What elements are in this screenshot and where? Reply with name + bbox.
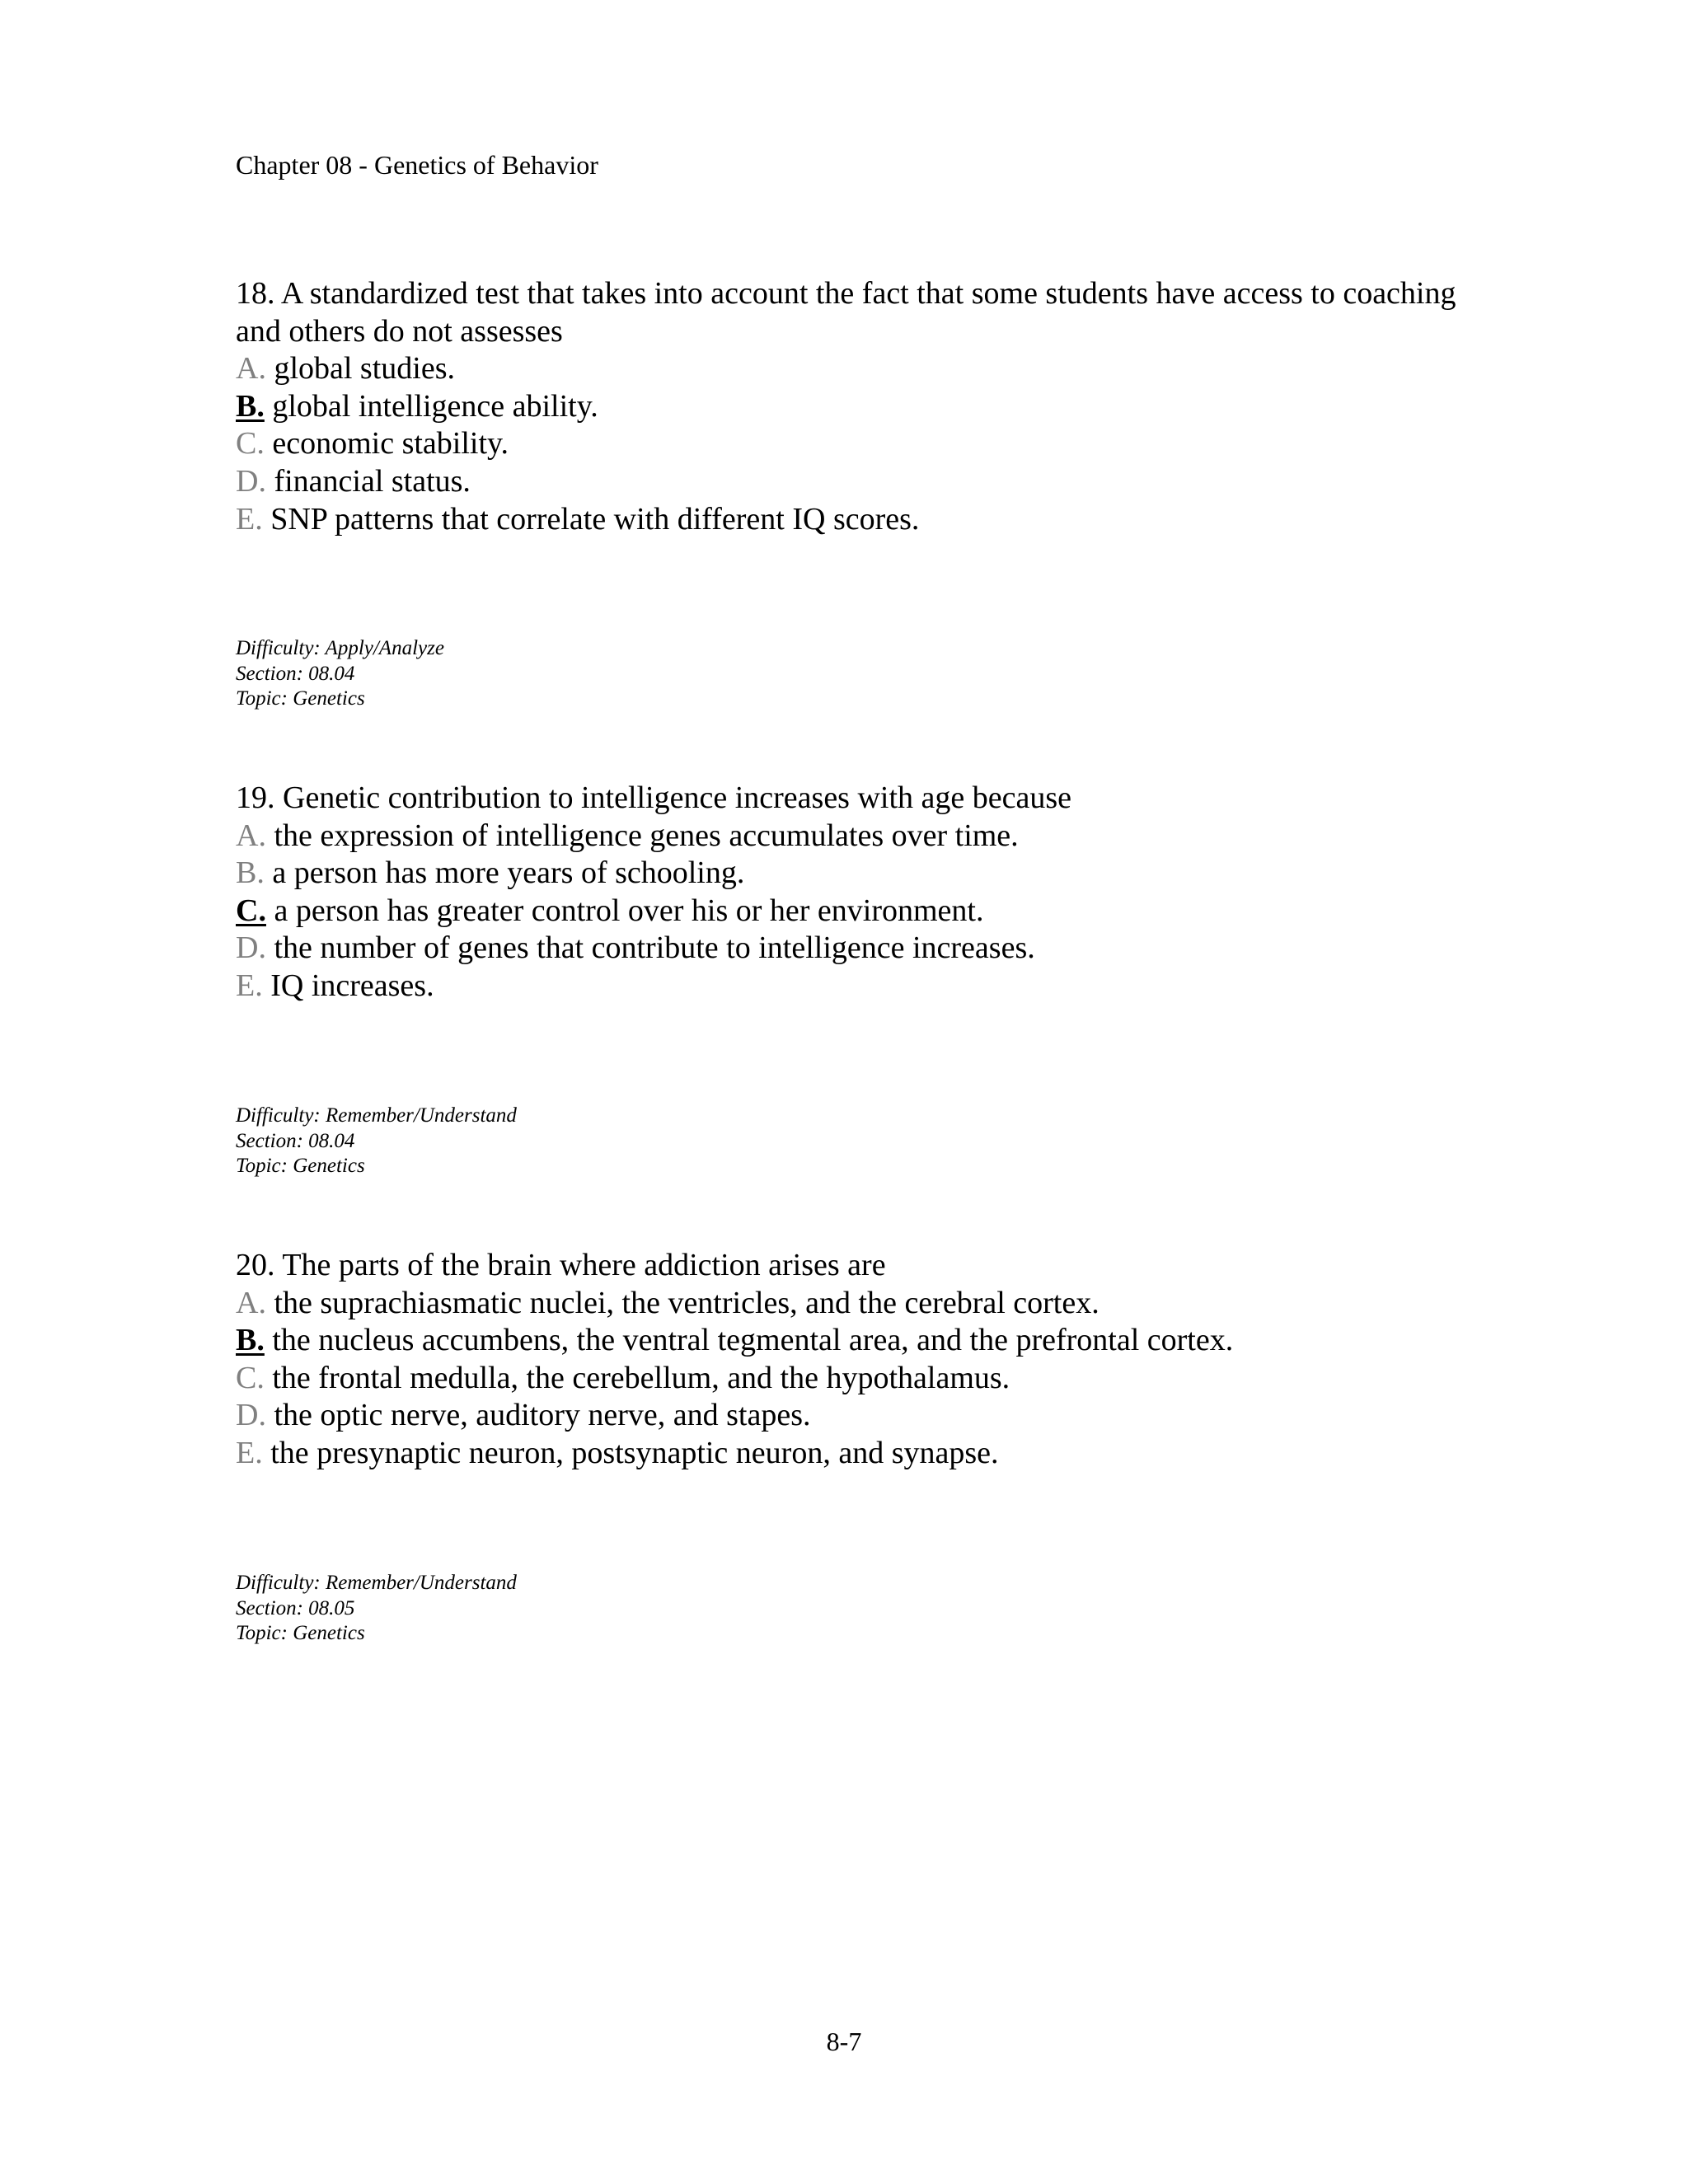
page-number: 8-7	[826, 2027, 862, 2056]
choice-a	[236, 1285, 1472, 1323]
correct-answer-letter: C.	[236, 893, 266, 928]
choice-letter: D.	[236, 1398, 266, 1433]
choice-c	[236, 425, 1472, 463]
topic-label: Topic: Genetics	[236, 1155, 365, 1177]
choice-letter: E.	[236, 968, 263, 1003]
choice-text: the frontal medulla, the cerebellum, and the hypothalamus.	[264, 1360, 1010, 1395]
choice-e	[236, 1435, 1472, 1473]
choice-text: the optic nerve, auditory nerve, and stapes.	[265, 1398, 811, 1433]
difficulty-label: Difficulty: Remember/Understand	[236, 1104, 517, 1127]
choice-letter: A.	[236, 818, 266, 853]
choice-a	[236, 350, 1472, 388]
section-label: Section: 08.04	[236, 662, 355, 685]
choice-text: economic stability.	[264, 426, 509, 462]
choice-e	[236, 501, 1472, 539]
choice-text: the presynaptic neuron, postsynaptic neuron, and synapse.	[262, 1435, 999, 1470]
correct-answer-letter: B.	[236, 1323, 265, 1358]
choice-text: the suprachiasmatic nuclei, the ventricles, and the cerebral cortex.	[265, 1285, 1100, 1320]
choice-letter: D.	[236, 930, 266, 966]
choice-text: financial status.	[265, 463, 471, 499]
choice-text: global studies.	[265, 351, 455, 387]
choice-letter: A.	[236, 351, 266, 387]
choice-a	[236, 818, 1472, 855]
choice-c-correct	[236, 893, 1472, 930]
choice-letter: D.	[236, 463, 266, 499]
choice-text: the nucleus accumbens, the ventral tegmental area, and the prefrontal cortex.	[264, 1323, 1234, 1358]
choice-b-correct	[236, 388, 1472, 426]
choice-d	[236, 1397, 1472, 1435]
choice-text: the number of genes that contribute to intelligence increases.	[265, 930, 1035, 966]
choice-c	[236, 1360, 1472, 1398]
choice-b	[236, 855, 1472, 893]
page-header: Chapter 08 - Genetics of Behavior	[236, 150, 598, 180]
choice-b-correct	[236, 1322, 1472, 1360]
choice-letter: B.	[236, 855, 265, 891]
choice-text: a person has greater control over his or her environment.	[265, 893, 984, 928]
choice-text: a person has more years of schooling.	[264, 855, 745, 891]
section-label: Section: 08.05	[236, 1596, 355, 1619]
choice-e	[236, 968, 1472, 1005]
choice-letter: E.	[236, 501, 263, 537]
choice-d	[236, 930, 1472, 968]
difficulty-label: Difficulty: Remember/Understand	[236, 1572, 517, 1594]
topic-label: Topic: Genetics	[236, 687, 365, 710]
topic-label: Topic: Genetics	[236, 1622, 365, 1644]
question-18	[236, 275, 1472, 538]
choice-letter: E.	[236, 1435, 263, 1470]
question-19	[236, 780, 1472, 1005]
choice-d	[236, 463, 1472, 501]
difficulty-label: Difficulty: Apply/Analyze	[236, 637, 444, 659]
correct-answer-letter: B.	[236, 388, 265, 424]
choice-text: the expression of intelligence genes accumulates over time.	[265, 818, 1019, 853]
question-19-metadata	[236, 1104, 517, 1179]
question-stem: 19. Genetic contribution to intelligence increases with age because	[236, 780, 1072, 815]
choice-text: global intelligence ability.	[264, 388, 598, 424]
question-stem: 18. A standardized test that takes into account the fact that some students have access to coaching and others do not assesses	[236, 276, 1456, 349]
choice-text: IQ increases.	[262, 968, 434, 1003]
section-label: Section: 08.04	[236, 1129, 355, 1152]
choice-text: SNP patterns that correlate with different IQ scores.	[262, 501, 920, 537]
question-18-metadata	[236, 636, 444, 712]
choice-letter: A.	[236, 1285, 266, 1320]
question-20	[236, 1247, 1472, 1473]
question-20-metadata	[236, 1571, 517, 1647]
choice-letter: C.	[236, 426, 265, 462]
choice-letter: C.	[236, 1360, 265, 1395]
question-stem: 20. The parts of the brain where addiction arises are	[236, 1248, 886, 1282]
